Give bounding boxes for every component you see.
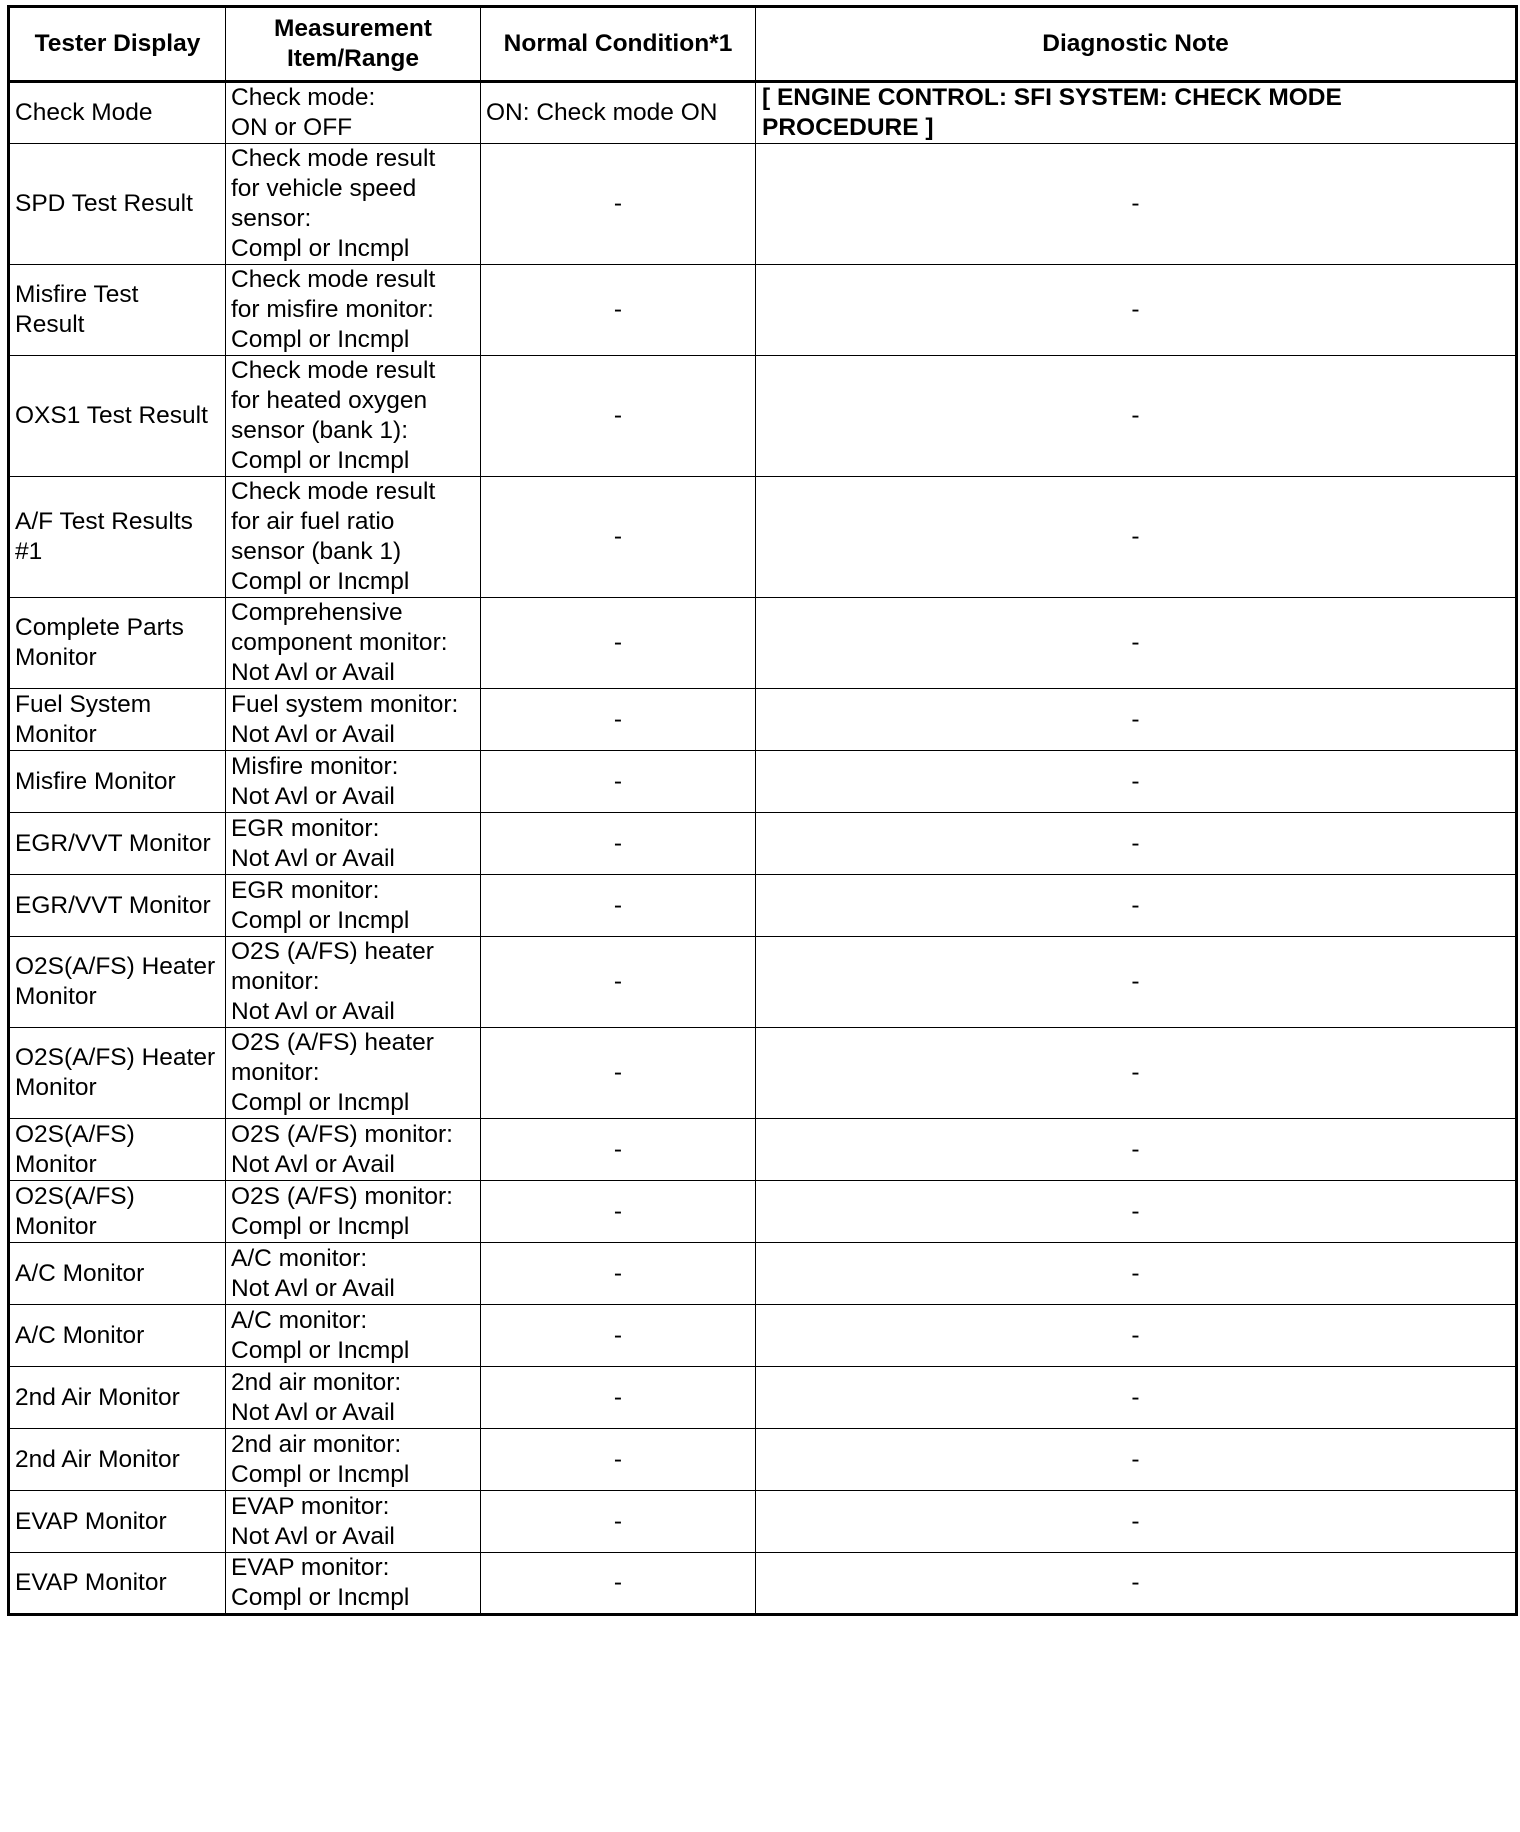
cell-measurement-range — [226, 356, 481, 477]
tester-display-line: Result — [15, 311, 85, 338]
measurement-range-line: Not Avl or Avail — [231, 1398, 395, 1426]
measurement-range-line: 2nd air monitor: — [231, 1368, 402, 1396]
measurement-range-line: ON or OFF — [231, 114, 353, 141]
cell-diagnostic-note: - — [756, 477, 1517, 598]
cell-diagnostic-note: - — [756, 144, 1517, 265]
tester-display-line: O2S(A/FS) Heater — [15, 953, 216, 980]
cell-measurement-range — [226, 1429, 481, 1491]
diagnostic-note-line: [ ENGINE CONTROL: SFI SYSTEM: CHECK MODE — [762, 84, 1342, 111]
cell-normal-condition: - — [481, 598, 756, 689]
tester-display-line: Monitor — [15, 1212, 97, 1240]
measurement-range-line: Not Avl or Avail — [231, 844, 395, 872]
measurement-range-line: EVAP monitor: — [231, 1554, 390, 1581]
measurement-range-line: EVAP monitor: — [231, 1492, 390, 1520]
cell-measurement-range — [226, 265, 481, 356]
tester-display-line: Monitor — [15, 720, 97, 748]
tester-display-line: Monitor — [15, 1074, 97, 1101]
cell-measurement-range — [226, 1491, 481, 1553]
measurement-range-line: Compl or Incmpl — [231, 447, 410, 474]
cell-tester-display: 2nd Air Monitor — [9, 1367, 226, 1429]
cell-normal-condition: - — [481, 356, 756, 477]
tester-display-line: Monitor — [15, 983, 97, 1010]
cell-tester-display — [9, 937, 226, 1028]
cell-normal-condition: - — [481, 144, 756, 265]
cell-diagnostic-note: - — [756, 356, 1517, 477]
cell-normal-condition: - — [481, 1181, 756, 1243]
cell-tester-display — [9, 265, 226, 356]
table-row — [9, 1119, 1517, 1181]
measurement-range-line: EGR monitor: — [231, 814, 380, 842]
measurement-range-line: O2S (A/FS) monitor: — [231, 1182, 453, 1210]
measurement-range-line: sensor (bank 1) — [231, 538, 402, 565]
cell-tester-display: A/C Monitor — [9, 1243, 226, 1305]
measurement-range-line: component monitor: — [231, 629, 448, 656]
measurement-range-line: Not Avl or Avail — [231, 1274, 395, 1302]
measurement-range-line: Compl or Incmpl — [231, 906, 410, 934]
measurement-range-line: Compl or Incmpl — [231, 1460, 410, 1488]
header-tester-display: Tester Display — [9, 7, 226, 82]
table-row — [9, 937, 1517, 1028]
cell-measurement-range — [226, 937, 481, 1028]
tester-display-line: #1 — [15, 538, 43, 565]
tester-display-line: Misfire Test — [15, 281, 139, 308]
table-row — [9, 265, 1517, 356]
tester-display-line: O2S(A/FS) Heater — [15, 1044, 216, 1071]
measurement-range-line: A/C monitor: — [231, 1244, 368, 1272]
cell-measurement-range — [226, 82, 481, 144]
cell-diagnostic-note: - — [756, 751, 1517, 813]
cell-diagnostic-note: - — [756, 875, 1517, 937]
data-list-sheet — [7, 5, 1515, 1616]
table-row — [9, 1305, 1517, 1367]
cell-normal-condition: - — [481, 1553, 756, 1615]
cell-normal-condition: - — [481, 751, 756, 813]
data-list-table — [7, 5, 1518, 1616]
header-measurement-item-range — [226, 7, 481, 82]
cell-diagnostic-note: - — [756, 1491, 1517, 1553]
tester-display-line: Monitor — [15, 644, 97, 671]
cell-normal-condition: - — [481, 1305, 756, 1367]
cell-normal-condition: - — [481, 1119, 756, 1181]
cell-diagnostic-note: - — [756, 1305, 1517, 1367]
table-row — [9, 751, 1517, 813]
table-row — [9, 82, 1517, 144]
cell-normal-condition: - — [481, 1491, 756, 1553]
measurement-range-line: 2nd air monitor: — [231, 1430, 402, 1458]
table-row — [9, 1243, 1517, 1305]
measurement-range-line: Compl or Incmpl — [231, 1089, 410, 1116]
cell-measurement-range — [226, 477, 481, 598]
cell-tester-display: 2nd Air Monitor — [9, 1429, 226, 1491]
header-measurement-line-2: Item/Range — [286, 45, 420, 72]
cell-tester-display: A/C Monitor — [9, 1305, 226, 1367]
cell-diagnostic-note: - — [756, 1028, 1517, 1119]
cell-normal-condition: - — [481, 1243, 756, 1305]
cell-measurement-range — [226, 1243, 481, 1305]
cell-normal-condition: - — [481, 265, 756, 356]
measurement-range-line: Check mode: — [231, 84, 376, 111]
table-row — [9, 689, 1517, 751]
cell-measurement-range — [226, 1553, 481, 1615]
cell-diagnostic-note: - — [756, 937, 1517, 1028]
table-header — [9, 7, 1517, 82]
cell-measurement-range — [226, 875, 481, 937]
measurement-range-line: Fuel system monitor: — [231, 690, 459, 718]
table-row — [9, 1553, 1517, 1615]
table-row — [9, 1491, 1517, 1553]
measurement-range-line: for heated oxygen — [231, 387, 428, 414]
cell-diagnostic-note: - — [756, 1181, 1517, 1243]
measurement-range-line: Comprehensive — [231, 599, 403, 626]
diagnostic-note-line: PROCEDURE ] — [762, 114, 934, 141]
cell-measurement-range — [226, 598, 481, 689]
tester-display-line: Fuel System — [15, 690, 152, 718]
header-normal-condition: Normal Condition*1 — [481, 7, 756, 82]
table-row — [9, 1367, 1517, 1429]
header-diagnostic-note: Diagnostic Note — [756, 7, 1517, 82]
measurement-range-line: for misfire monitor: — [231, 296, 434, 323]
cell-diagnostic-note: - — [756, 689, 1517, 751]
measurement-range-line: O2S (A/FS) heater — [231, 1029, 434, 1056]
tester-display-line: Complete Parts — [15, 614, 184, 641]
table-body — [9, 82, 1517, 1615]
table-row — [9, 477, 1517, 598]
measurement-range-line: Check mode result — [231, 357, 436, 384]
measurement-range-line: Not Avl or Avail — [231, 720, 395, 748]
tester-display-line: Monitor — [15, 1150, 97, 1178]
measurement-range-line: O2S (A/FS) heater — [231, 938, 434, 965]
measurement-range-line: Compl or Incmpl — [231, 1336, 410, 1364]
cell-tester-display: EGR/VVT Monitor — [9, 813, 226, 875]
measurement-range-line: EGR monitor: — [231, 876, 380, 904]
table-row — [9, 356, 1517, 477]
cell-measurement-range — [226, 144, 481, 265]
cell-measurement-range — [226, 751, 481, 813]
tester-display-line: A/F Test Results — [15, 508, 193, 535]
cell-tester-display — [9, 1181, 226, 1243]
cell-tester-display: SPD Test Result — [9, 144, 226, 265]
cell-diagnostic-note: - — [756, 1429, 1517, 1491]
measurement-range-line: Not Avl or Avail — [231, 998, 395, 1025]
tester-display-line: O2S(A/FS) — [15, 1120, 135, 1148]
measurement-range-line: Compl or Incmpl — [231, 1584, 410, 1611]
measurement-range-line: monitor: — [231, 1059, 320, 1086]
cell-normal-condition: - — [481, 1367, 756, 1429]
measurement-range-line: monitor: — [231, 968, 320, 995]
cell-diagnostic-note: - — [756, 1367, 1517, 1429]
measurement-range-line: Not Avl or Avail — [231, 1522, 395, 1550]
cell-tester-display: EGR/VVT Monitor — [9, 875, 226, 937]
cell-tester-display: OXS1 Test Result — [9, 356, 226, 477]
cell-tester-display — [9, 477, 226, 598]
cell-diagnostic-note: - — [756, 813, 1517, 875]
measurement-range-line: A/C monitor: — [231, 1306, 368, 1334]
table-row — [9, 813, 1517, 875]
cell-tester-display: Misfire Monitor — [9, 751, 226, 813]
measurement-range-line: Compl or Incmpl — [231, 235, 410, 262]
table-row — [9, 1028, 1517, 1119]
measurement-range-line: for air fuel ratio — [231, 508, 395, 535]
measurement-range-line: Not Avl or Avail — [231, 1150, 395, 1178]
measurement-range-line: Not Avl or Avail — [231, 782, 395, 810]
cell-tester-display: EVAP Monitor — [9, 1553, 226, 1615]
cell-tester-display — [9, 598, 226, 689]
header-measurement-line-1: Measurement — [274, 15, 432, 42]
cell-normal-condition: - — [481, 937, 756, 1028]
measurement-range-line: Misfire monitor: — [231, 752, 399, 780]
cell-normal-condition: - — [481, 689, 756, 751]
cell-measurement-range — [226, 1028, 481, 1119]
cell-tester-display: Check Mode — [9, 82, 226, 144]
cell-measurement-range — [226, 813, 481, 875]
cell-tester-display — [9, 1119, 226, 1181]
measurement-range-line: Compl or Incmpl — [231, 1212, 410, 1240]
measurement-range-line: O2S (A/FS) monitor: — [231, 1120, 453, 1148]
cell-normal-condition: - — [481, 1429, 756, 1491]
cell-measurement-range — [226, 689, 481, 751]
measurement-range-line: Check mode result — [231, 478, 436, 505]
cell-measurement-range — [226, 1305, 481, 1367]
cell-diagnostic-note: - — [756, 1243, 1517, 1305]
cell-normal-condition: - — [481, 1028, 756, 1119]
cell-normal-condition: - — [481, 813, 756, 875]
cell-measurement-range — [226, 1367, 481, 1429]
cell-measurement-range — [226, 1181, 481, 1243]
cell-diagnostic-note: - — [756, 265, 1517, 356]
header-row — [9, 7, 1517, 82]
cell-diagnostic-note: - — [756, 1553, 1517, 1615]
tester-display-line: O2S(A/FS) — [15, 1182, 135, 1210]
table-row — [9, 144, 1517, 265]
cell-tester-display — [9, 689, 226, 751]
cell-diagnostic-note: - — [756, 598, 1517, 689]
measurement-range-line: Compl or Incmpl — [231, 326, 410, 353]
measurement-range-line: sensor (bank 1): — [231, 417, 409, 444]
table-row — [9, 598, 1517, 689]
measurement-range-line: Check mode result — [231, 145, 436, 172]
measurement-range-line: Check mode result — [231, 266, 436, 293]
cell-measurement-range — [226, 1119, 481, 1181]
measurement-range-line: Not Avl or Avail — [231, 659, 395, 686]
cell-normal-condition: - — [481, 875, 756, 937]
table-row — [9, 1429, 1517, 1491]
check-mode-procedure-link[interactable] — [756, 82, 1517, 144]
measurement-range-line: sensor: — [231, 205, 312, 232]
measurement-range-line: Compl or Incmpl — [231, 568, 410, 595]
cell-normal-condition: ON: Check mode ON — [481, 82, 756, 144]
cell-tester-display — [9, 1028, 226, 1119]
cell-diagnostic-note: - — [756, 1119, 1517, 1181]
cell-normal-condition: - — [481, 477, 756, 598]
measurement-range-line: for vehicle speed — [231, 175, 417, 202]
cell-tester-display: EVAP Monitor — [9, 1491, 226, 1553]
table-row — [9, 1181, 1517, 1243]
table-row — [9, 875, 1517, 937]
